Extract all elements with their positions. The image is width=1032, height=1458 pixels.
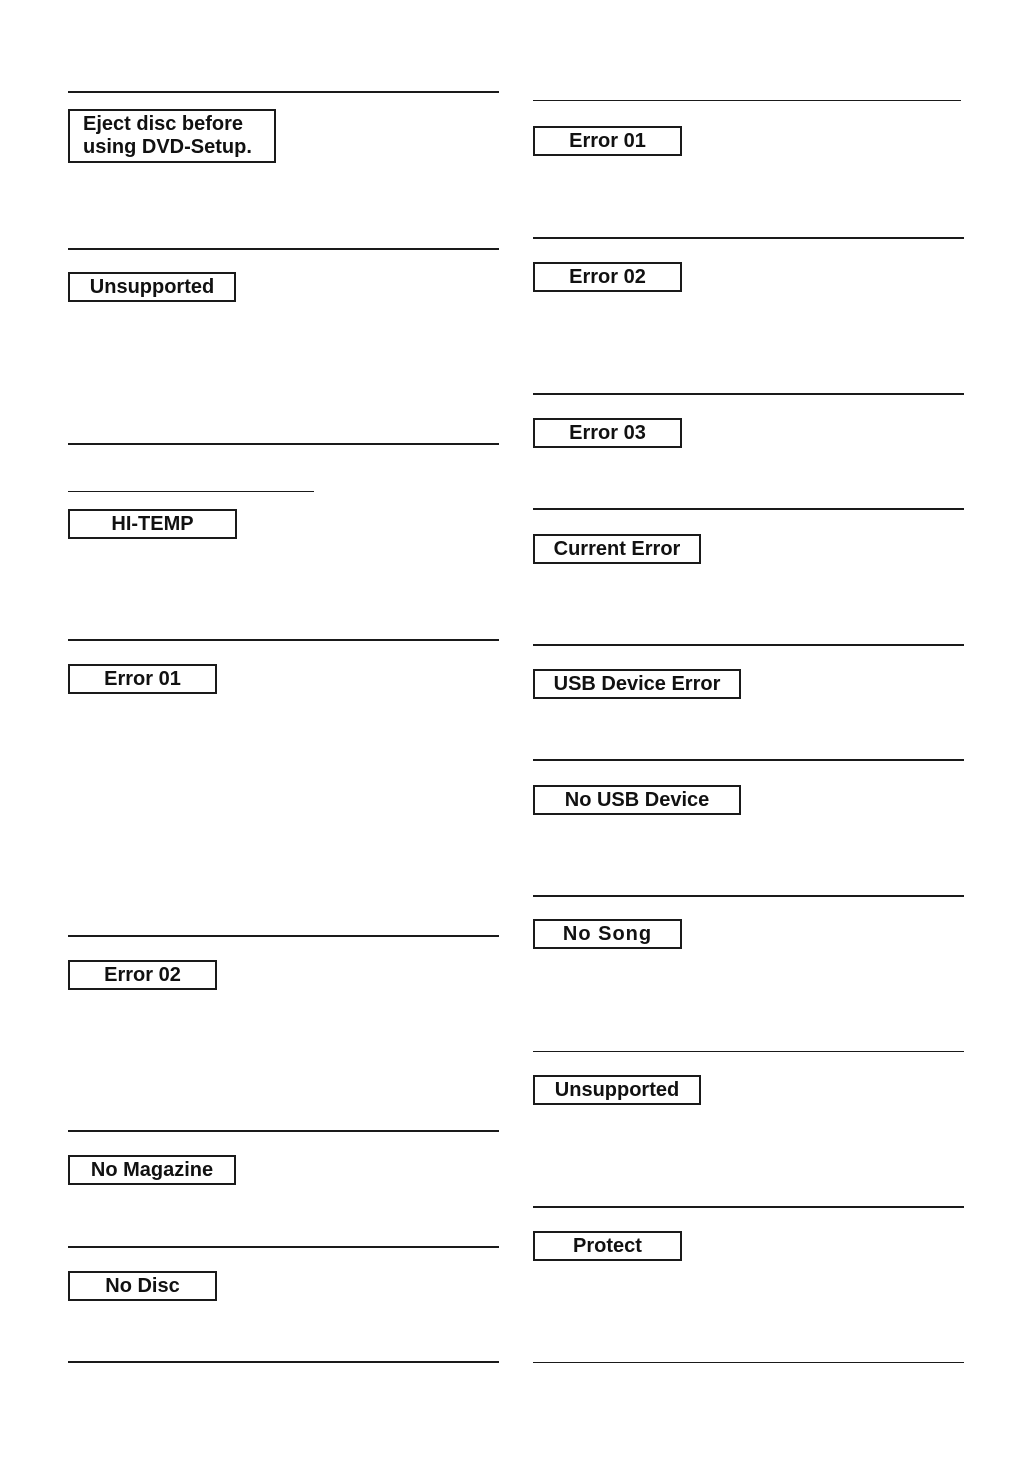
section-divider [533, 100, 961, 101]
section-divider [68, 1361, 499, 1363]
message-no-usb-device: No USB Device [533, 785, 741, 815]
section-divider [68, 935, 499, 937]
section-divider [533, 1362, 964, 1363]
message-unsupported: Unsupported [533, 1075, 701, 1105]
section-divider [68, 248, 499, 250]
message-error-02: Error 02 [68, 960, 217, 990]
message-error-02: Error 02 [533, 262, 682, 292]
message-current-error: Current Error [533, 534, 701, 564]
section-divider [533, 508, 964, 510]
message-unsupported: Unsupported [68, 272, 236, 302]
message-no-song: No Song [533, 919, 682, 949]
subsection-divider [68, 491, 314, 492]
message-error-01: Error 01 [68, 664, 217, 694]
message-line-1: Eject disc before [83, 113, 244, 135]
section-divider [68, 91, 499, 93]
message-usb-device-error: USB Device Error [533, 669, 741, 699]
message-no-disc: No Disc [68, 1271, 217, 1301]
section-divider [533, 1051, 964, 1052]
section-divider [533, 393, 964, 395]
section-divider [533, 237, 964, 239]
message-hi-temp: HI-TEMP [68, 509, 237, 539]
section-divider [533, 895, 964, 897]
section-divider [68, 1246, 499, 1248]
message-line-2: using DVD-Setup. [83, 136, 252, 158]
section-divider [533, 644, 964, 646]
message-no-magazine: No Magazine [68, 1155, 236, 1185]
message-protect: Protect [533, 1231, 682, 1261]
message-error-03: Error 03 [533, 418, 682, 448]
section-divider [68, 1130, 499, 1132]
message-error-01: Error 01 [533, 126, 682, 156]
section-divider [68, 639, 499, 641]
section-divider [68, 443, 499, 445]
section-divider [533, 759, 964, 761]
message-eject-disc [68, 109, 276, 163]
section-divider [533, 1206, 964, 1208]
